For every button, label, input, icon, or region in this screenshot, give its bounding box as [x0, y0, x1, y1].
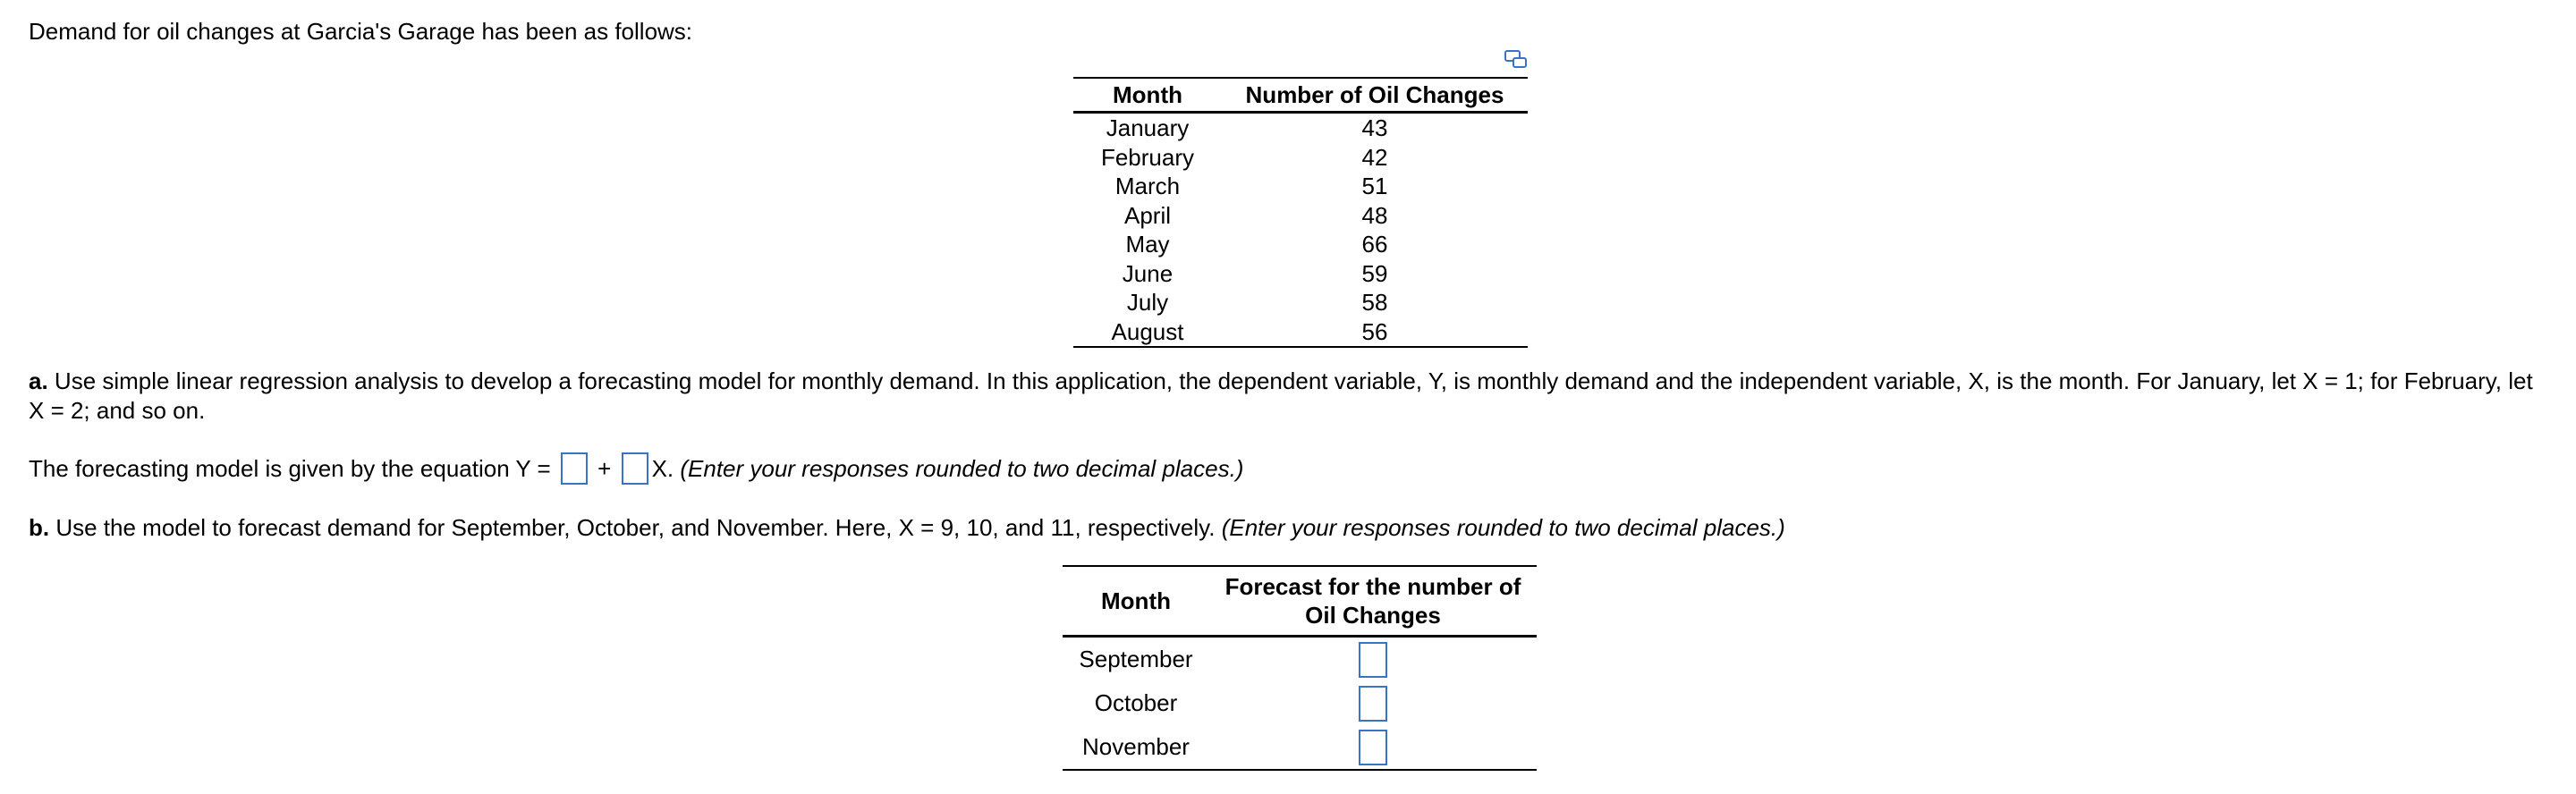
- month-cell: March: [1114, 173, 1181, 200]
- table-row: [1073, 201, 1528, 231]
- forecast-input-november[interactable]: [1359, 730, 1387, 765]
- intro-text: Demand for oil changes at Garcia's Garage has been as follows:: [29, 18, 693, 45]
- forecast-value-cell: [1209, 725, 1537, 770]
- table-row: [1073, 317, 1528, 348]
- demand-table: [1073, 77, 1528, 348]
- equation-plus: +: [590, 455, 618, 482]
- table-row: [1063, 681, 1537, 725]
- forecast-header-value: Forecast for the number of Oil Changes: [1209, 566, 1537, 637]
- table-row: [1073, 288, 1528, 317]
- forecast-input-october[interactable]: [1359, 686, 1387, 722]
- forecast-month-cell: November: [1063, 725, 1209, 770]
- equation-prefix: The forecasting model is given by the equation Y =: [29, 455, 557, 482]
- equation-suffix: X.: [651, 455, 681, 482]
- part-a-text: Use simple linear regression analysis to develop a forecasting model for monthly demand. In this application, the dependent variable, Y, is monthly demand and the independent variable, X, is the month. For January, let X = 1; for February, let X = 2; and so on.: [29, 367, 2533, 424]
- value-cell: 56: [1222, 317, 1528, 348]
- table-row: [1073, 259, 1528, 289]
- value-cell: 59: [1361, 259, 1388, 287]
- month-cell: August: [1073, 317, 1222, 348]
- table-row: [1073, 113, 1528, 143]
- part-b-text: Use the model to forecast demand for September, October, and November. Here, X = 9, 10, and 11, respectively.: [49, 514, 1222, 541]
- forecast-month-cell: September: [1079, 646, 1193, 672]
- forecast-table: [1063, 565, 1537, 771]
- value-cell: 48: [1361, 201, 1388, 229]
- value-cell: 66: [1361, 231, 1388, 258]
- equation-line: [29, 454, 2551, 486]
- month-cell: May: [1125, 231, 1170, 258]
- part-b-hint: (Enter your responses rounded to two decimal places.): [1221, 514, 1785, 541]
- copy-icon[interactable]: [1504, 50, 1528, 70]
- demand-header-month: Month: [1073, 78, 1222, 113]
- value-cell: 58: [1361, 289, 1388, 317]
- part-b-label: b.: [29, 514, 50, 541]
- table-row: [1073, 230, 1528, 259]
- table-row: [1073, 143, 1528, 173]
- month-cell: July: [1126, 289, 1169, 317]
- value-cell: 43: [1361, 114, 1388, 142]
- forecast-value-cell: [1209, 637, 1537, 682]
- forecast-table-header-row: [1063, 566, 1537, 637]
- table-row: [1063, 725, 1537, 770]
- month-cell: June: [1122, 259, 1174, 287]
- forecast-month-cell: October: [1094, 689, 1178, 716]
- month-cell: February: [1100, 143, 1195, 171]
- part-a-question: [29, 367, 2551, 426]
- forecast-value-cell: [1209, 681, 1537, 725]
- month-cell: January: [1106, 114, 1190, 142]
- demand-header-count: Number of Oil Changes: [1222, 78, 1528, 113]
- demand-table-header-row: [1073, 78, 1528, 113]
- slope-input[interactable]: [622, 452, 648, 485]
- part-a-label: a.: [29, 367, 48, 394]
- forecast-input-september[interactable]: [1359, 642, 1387, 678]
- value-cell: 42: [1361, 143, 1388, 171]
- forecast-header-month: Month: [1063, 566, 1209, 637]
- intercept-input[interactable]: [561, 452, 588, 485]
- value-cell: 51: [1361, 173, 1388, 200]
- equation-hint: (Enter your responses rounded to two decimal places.): [680, 455, 1244, 482]
- part-b-question: [29, 513, 2551, 543]
- table-row: [1073, 172, 1528, 201]
- table-row: [1063, 637, 1537, 682]
- month-cell: April: [1123, 201, 1171, 229]
